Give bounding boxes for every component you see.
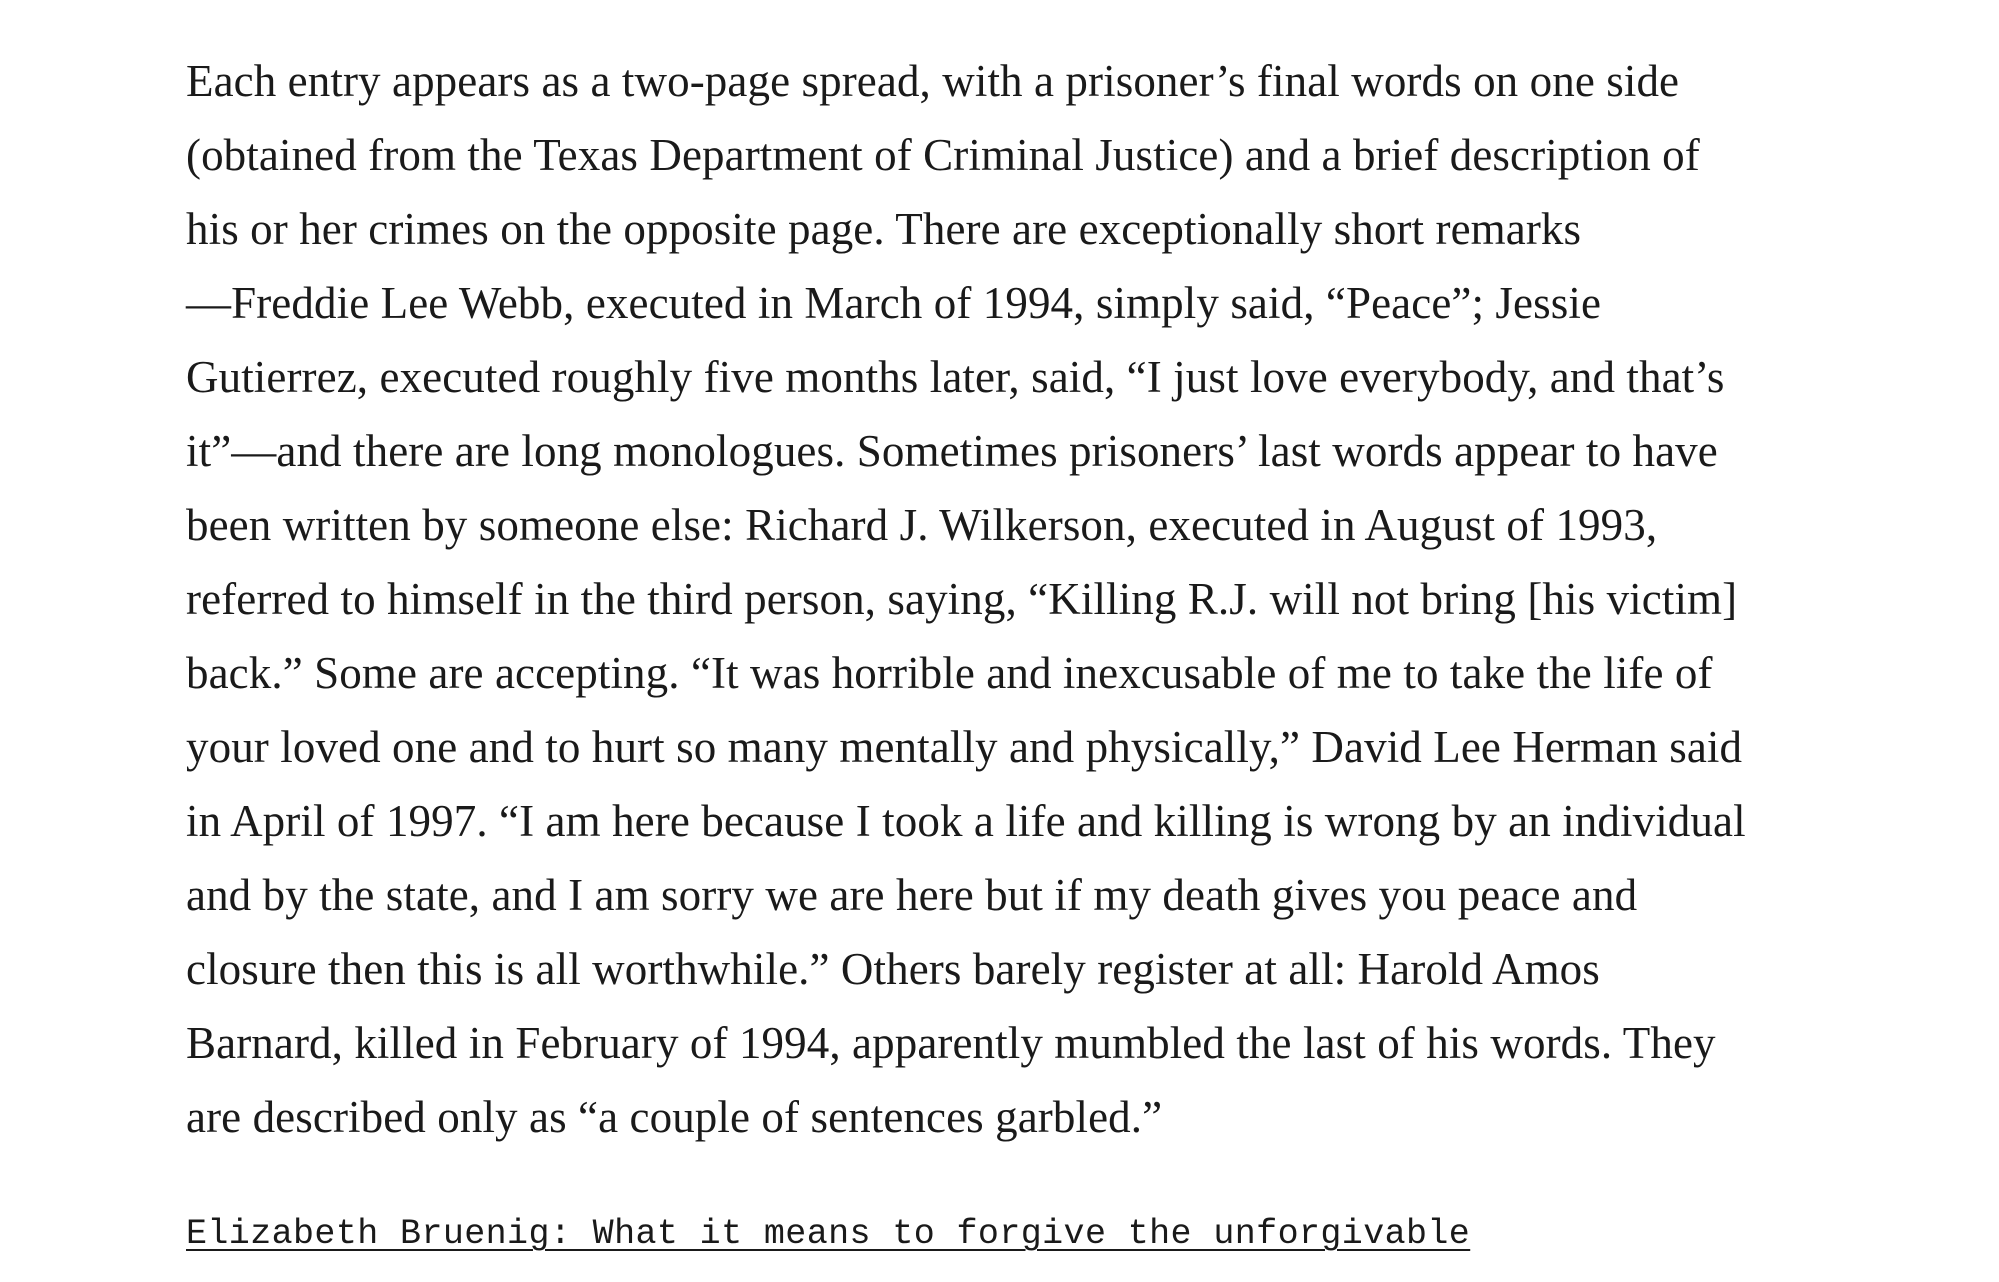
paragraph-line: are described only as “a couple of sentences garbled.”: [186, 1092, 1163, 1142]
paragraph-line: Barnard, killed in February of 1994, apparently mumbled the last of his words. They: [186, 1018, 1716, 1068]
paragraph-line: his or her crimes on the opposite page. There are exceptionally short remarks: [186, 204, 1582, 254]
related-article-link[interactable]: Elizabeth Bruenig: What it means to forgive the unforgivable: [186, 1214, 1471, 1254]
paragraph-line: closure then this is all worthwhile.” Others barely register at all: Harold Amos: [186, 944, 1600, 994]
paragraph-line: your loved one and to hurt so many mentally and physically,” David Lee Herman said: [186, 722, 1743, 772]
paragraph-line: —Freddie Lee Webb, executed in March of 1994, simply said, “Peace”; Jessie: [186, 278, 1602, 328]
paragraph-line: referred to himself in the third person, saying, “Killing R.J. will not bring [his victim]: [186, 574, 1738, 624]
paragraph-line: it”—and there are long monologues. Sometimes prisoners’ last words appear to have: [186, 426, 1718, 476]
body-paragraph: [186, 44, 1836, 1154]
paragraph-line: Gutierrez, executed roughly five months later, said, “I just love everybody, and that’s: [186, 352, 1725, 402]
paragraph-line: been written by someone else: Richard J. Wilkerson, executed in August of 1993,: [186, 500, 1658, 550]
paragraph-line: Each entry appears as a two-page spread, with a prisoner’s final words on one side: [186, 56, 1680, 106]
paragraph-line: in April of 1997. “I am here because I took a life and killing is wrong by an individual: [186, 796, 1746, 846]
article-body: [186, 44, 1836, 1154]
paragraph-line: and by the state, and I am sorry we are here but if my death gives you peace and: [186, 870, 1638, 920]
paragraph-line: (obtained from the Texas Department of Criminal Justice) and a brief description of: [186, 130, 1700, 180]
paragraph-line: back.” Some are accepting. “It was horrible and inexcusable of me to take the life of: [186, 648, 1713, 698]
